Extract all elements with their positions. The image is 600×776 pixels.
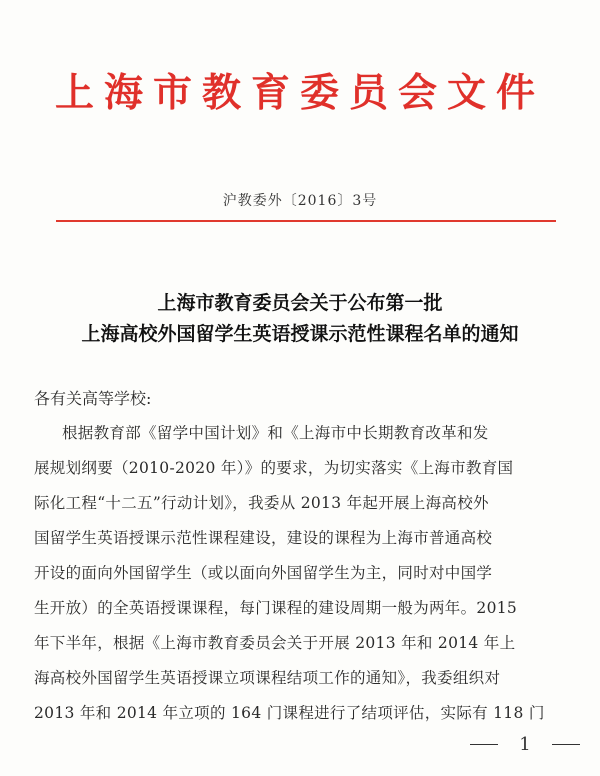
notice-title-line-2: 上海高校外国留学生英语授课示范性课程名单的通知 xyxy=(81,323,519,345)
page-number: 1 xyxy=(519,734,531,755)
body-line: 开设的面向外国留学生（或以面向外国留学生为主，同时对中国学 xyxy=(34,564,493,582)
salutation: 各有关高等学校: xyxy=(34,389,152,408)
page-footer xyxy=(470,734,580,755)
body-line: 年下半年，根据《上海市教育委员会关于开展 2013 年和 2014 年上 xyxy=(34,634,516,652)
notice-title-line-1: 上海市教育委员会关于公布第一批 xyxy=(157,292,443,314)
document-header-title: 上海市教育委员会文件 xyxy=(54,70,545,116)
body-line: 海高校外国留学生英语授课立项课程结项工作的通知》，我委组织对 xyxy=(34,669,501,687)
body-line: 生开放）的全英语授课课程，每门课程的建设周期一般为两年。2015 xyxy=(34,599,518,617)
body-line: 根据教育部《留学中国计划》和《上海市中长期教育改革和发 xyxy=(62,424,489,442)
body-line: 国留学生英语授课示范性课程建设，建设的课程为上海市普通高校 xyxy=(34,529,493,547)
red-divider-line xyxy=(56,220,556,222)
body-line: 展规划纲要（2010-2020 年）》的要求，为切实落实《上海市教育国 xyxy=(34,459,514,477)
body-line: 际化工程“十二五”行动计划》，我委从 2013 年起开展上海高校外 xyxy=(34,494,489,512)
footer-dash-right xyxy=(552,744,580,746)
footer-dash-left xyxy=(470,744,498,746)
body-line: 2013 年和 2014 年立项的 164 门课程进行了结项评估，实际有 118 门 xyxy=(34,704,545,722)
document-number: 沪教委外〔2016〕3号 xyxy=(222,193,378,209)
